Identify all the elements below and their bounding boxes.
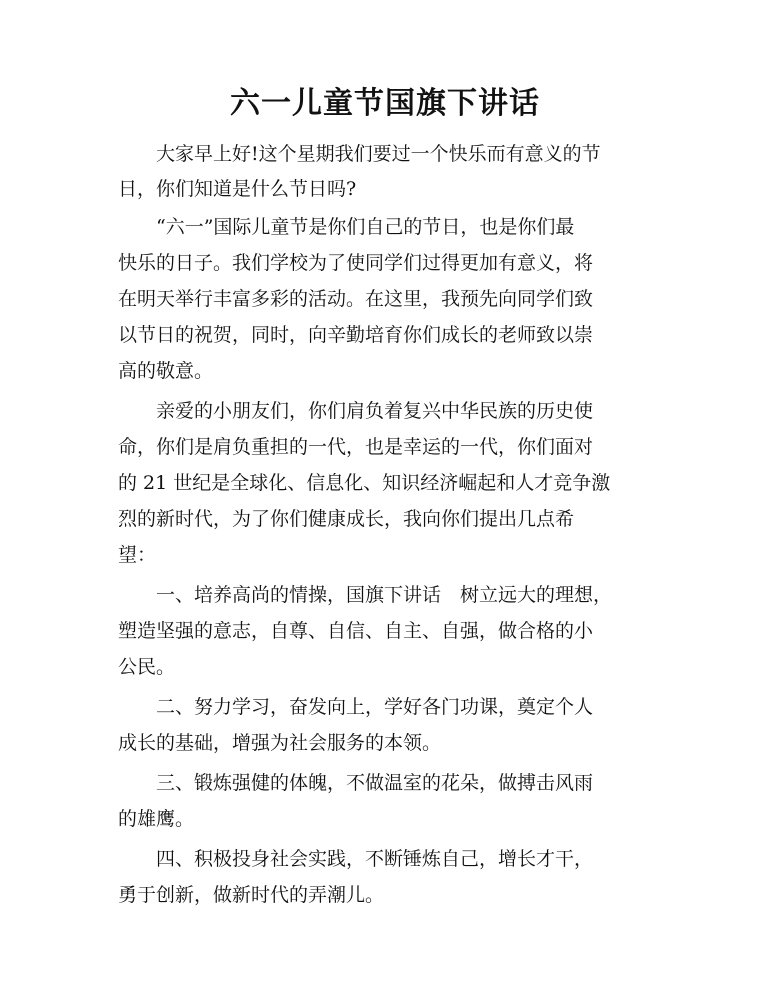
- text-line: 一、培养高尚的情操，国旗下讲话 树立远大的理想，: [118, 584, 613, 606]
- text-line: 大家早上好!这个星期我们要过一个快乐而有意义的节: [118, 143, 601, 165]
- text-line: 日，你们知道是什么节日吗?: [118, 178, 357, 200]
- text-line: 望：: [118, 544, 157, 566]
- text-line: 的 21 世纪是全球化、信息化、知识经济崛起和人才竞争激: [118, 472, 611, 494]
- document-title: 六一儿童节国旗下讲话: [230, 86, 540, 121]
- text-line: 亲爱的小朋友们，你们肩负着复兴中华民族的历史使: [118, 400, 594, 422]
- text-line: 四、积极投身社会实践，不断锤炼自己，增长才干，: [118, 848, 594, 870]
- text-line: 公民。: [118, 656, 176, 678]
- text-line: 的雄鹰。: [118, 808, 195, 830]
- text-line: 勇于创新，做新时代的弄潮儿。: [118, 884, 385, 906]
- text-line: 快乐的日子。我们学校为了使同学们过得更加有意义，将: [118, 252, 594, 274]
- text-line: 命，你们是肩负重担的一代，也是幸运的一代，你们面对: [118, 436, 594, 458]
- text-line: 在明天举行丰富多彩的活动。在这里，我预先向同学们致: [118, 288, 594, 310]
- text-line: 塑造坚强的意志，自尊、自信、自主、自强，做合格的小: [118, 620, 594, 642]
- text-line: 高的敬意。: [118, 360, 214, 382]
- text-line: 二、努力学习，奋发向上，学好各门功课，奠定个人: [118, 696, 594, 718]
- text-line: 成长的基础，增强为社会服务的本领。: [118, 732, 442, 754]
- text-line: 烈的新时代，为了你们健康成长，我向你们提出几点希: [118, 508, 575, 530]
- text-line: “六一”国际儿童节是你们自己的节日，也是你们最: [118, 216, 575, 238]
- text-line: 以节日的祝贺，同时，向辛勤培育你们成长的老师致以崇: [118, 324, 594, 346]
- text-line: 三、锻炼强健的体魄，不做温室的花朵，做搏击风雨: [118, 772, 594, 794]
